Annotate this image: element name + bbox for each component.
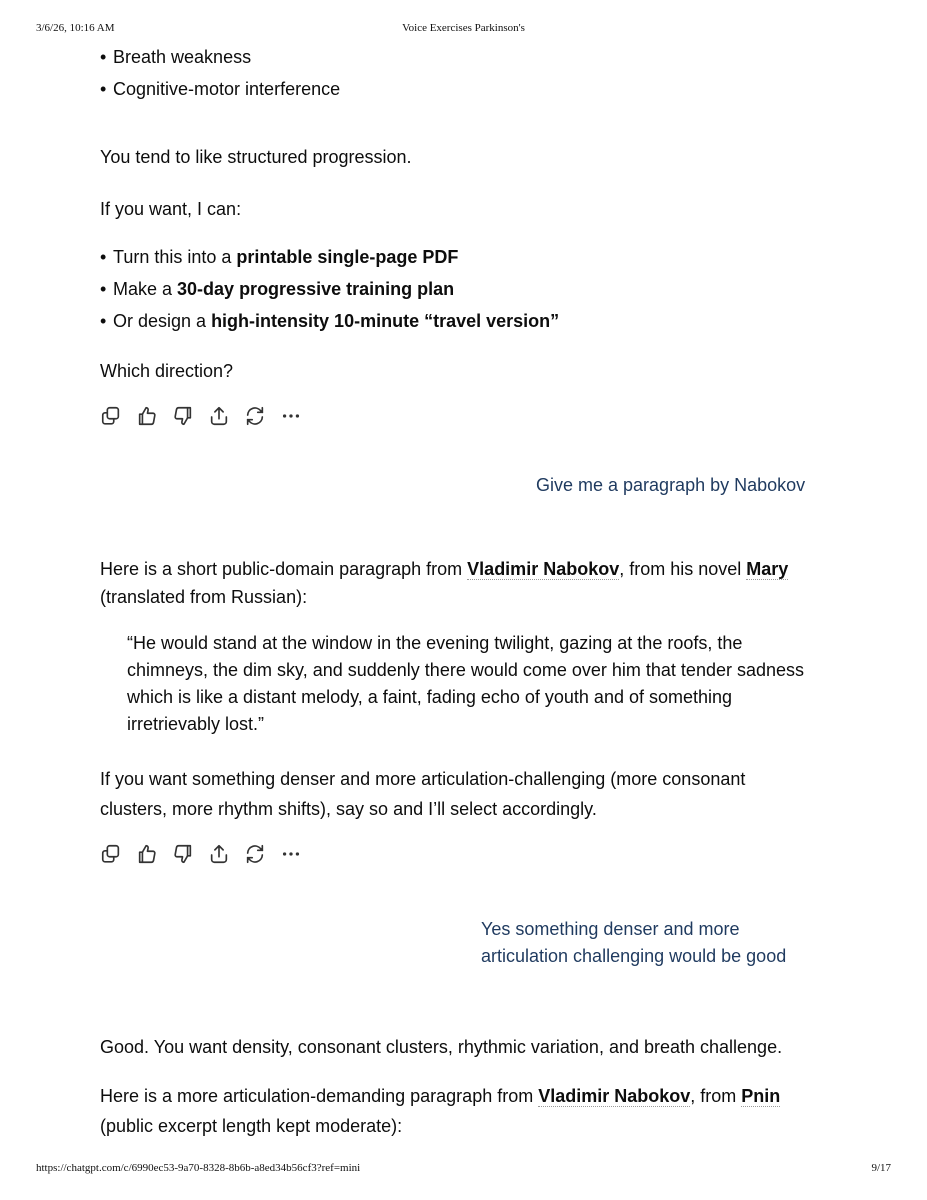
list-item-bold: high-intensity 10-minute “travel version” (211, 311, 560, 331)
regenerate-icon (244, 405, 266, 427)
list-item (100, 276, 454, 303)
paragraph: If you want, I can: (100, 199, 242, 219)
paragraph (100, 1083, 780, 1110)
thumbs-up-icon (136, 843, 158, 865)
list-item-text: Make a (113, 279, 178, 299)
author-link[interactable]: Vladimir Nabokov (538, 1086, 691, 1106)
list-item-text: Breath weakness (113, 47, 252, 67)
paragraph: Good. You want density, consonant clusters, rhythmic variation, and breath challenge. (100, 1037, 783, 1057)
regenerate-icon (244, 843, 266, 865)
list-item-text: Cognitive-motor interference (113, 79, 341, 99)
author-link[interactable]: Vladimir Nabokov (467, 559, 620, 579)
bad-response-button[interactable] (172, 842, 208, 866)
list-item (100, 76, 340, 103)
print-page-number: 9/17 (871, 1162, 891, 1174)
copy-button[interactable] (100, 404, 136, 428)
copy-button[interactable] (100, 842, 136, 866)
good-response-button[interactable] (136, 404, 172, 428)
list-item-text: Turn this into a (113, 247, 237, 267)
blockquote (127, 630, 837, 738)
message-actions (100, 404, 316, 428)
paragraph: (translated from Russian): (100, 587, 308, 607)
paragraph: You tend to like structured progression. (100, 147, 412, 167)
user-message-line: Yes something denser and more (481, 919, 740, 939)
print-title: Voice Exercises Parkinson's (402, 22, 525, 34)
list-item-text: Or design a (113, 311, 212, 331)
print-header (36, 22, 891, 38)
more-icon (280, 405, 302, 427)
thumbs-up-icon (136, 405, 158, 427)
regenerate-button[interactable] (244, 842, 280, 866)
print-url: https://chatgpt.com/c/6990ec53-9a70-8328-8b6b-a8ed34b56cf3?ref=mini (36, 1162, 361, 1174)
print-footer (36, 1162, 891, 1178)
thumbs-down-icon (172, 405, 194, 427)
thumbs-down-icon (172, 843, 194, 865)
user-message-line: articulation challenging would be good (481, 946, 787, 966)
quote-line: chimneys, the dim sky, and suddenly there would come over him that tender sadness (127, 660, 805, 680)
message-actions (100, 842, 316, 866)
list-item (100, 308, 559, 335)
list-item (100, 244, 458, 271)
print-datetime: 3/6/26, 10:16 AM (36, 22, 115, 34)
paragraph-text: Here is a short public-domain paragraph from (100, 559, 468, 579)
good-response-button[interactable] (136, 842, 172, 866)
novel-link[interactable]: Mary (746, 559, 789, 579)
bad-response-button[interactable] (172, 404, 208, 428)
quote-line: irretrievably lost.” (127, 714, 265, 734)
copy-icon (100, 843, 122, 865)
user-message: Give me a paragraph by Nabokov (536, 475, 806, 495)
share-icon (208, 843, 230, 865)
book-link[interactable]: Pnin (741, 1086, 781, 1106)
share-button[interactable] (208, 842, 244, 866)
paragraph: (public excerpt length kept moderate): (100, 1116, 403, 1136)
share-icon (208, 405, 230, 427)
share-button[interactable] (208, 404, 244, 428)
list-item-bold: 30-day progressive training plan (177, 279, 455, 299)
more-actions-button[interactable] (280, 404, 316, 428)
list-item-bold: printable single-page PDF (236, 247, 459, 267)
paragraph-text: , from (690, 1086, 742, 1106)
quote-line: which is like a distant melody, a faint, fading echo of youth and of something (127, 687, 733, 707)
copy-icon (100, 405, 122, 427)
paragraph (100, 556, 788, 583)
paragraph-text: Here is a more articulation-demanding paragraph from (100, 1086, 539, 1106)
list-item (100, 44, 251, 71)
paragraph: If you want something denser and more articulation-challenging (more consonant (100, 769, 746, 789)
regenerate-button[interactable] (244, 404, 280, 428)
paragraph: Which direction? (100, 361, 234, 381)
more-actions-button[interactable] (280, 842, 316, 866)
paragraph: clusters, more rhythm shifts), say so and I’ll select accordingly. (100, 799, 597, 819)
paragraph-text: , from his novel (619, 559, 747, 579)
quote-line: “He would stand at the window in the evening twilight, gazing at the roofs, the (127, 633, 743, 653)
more-icon (280, 843, 302, 865)
